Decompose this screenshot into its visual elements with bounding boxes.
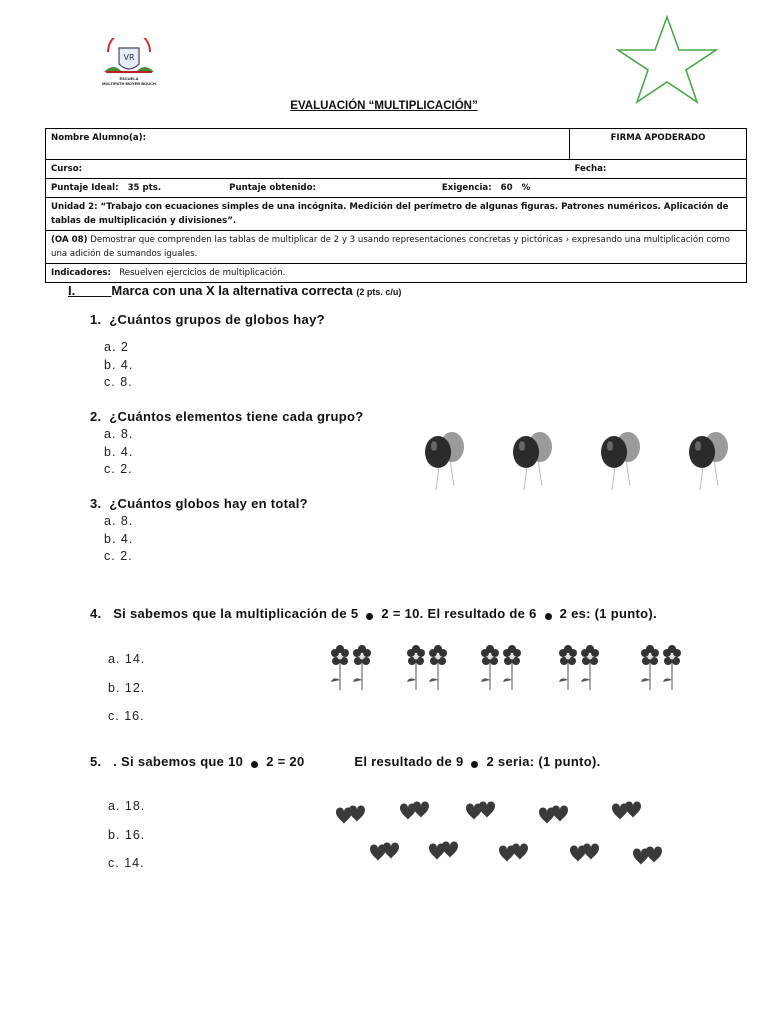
multiply-dot-icon (251, 761, 258, 768)
option-c[interactable]: c. 2. (104, 462, 133, 476)
option-b[interactable]: b. 16. (108, 827, 146, 842)
option-c[interactable]: c. 16. (108, 709, 145, 723)
multiply-dot-icon (545, 613, 552, 620)
option-c[interactable]: c. 8. (104, 375, 133, 389)
question-2: 2. ¿Cuántos elementos tiene cada grupo? (90, 409, 364, 424)
heart-pair-icon (633, 847, 662, 866)
option-b[interactable]: b. 4. (104, 357, 134, 372)
heart-pair-icon (466, 802, 495, 821)
option-a[interactable]: a. 18. (108, 799, 146, 813)
question-3: 3. ¿Cuántos globos hay en total? (90, 496, 308, 511)
multiply-dot-icon (471, 761, 478, 768)
option-a[interactable]: a. 8. (104, 427, 134, 441)
heart-pair-icon (400, 802, 429, 821)
flower-pair-icon (407, 645, 447, 690)
unidad-row: Unidad 2: “Trabajo con ecuaciones simples de una incógnita. Medición del perímetro de algunas figuras. Patrones numéricos. Aplicación de tablas de multiplicación y divisiones”. (46, 198, 747, 231)
nombre-cell[interactable]: Nombre Alumno(a): (46, 129, 570, 160)
curso-cell[interactable]: Curso: (46, 160, 570, 179)
heart-pair-icon (539, 806, 568, 825)
question-4-options (108, 645, 145, 731)
option-b[interactable]: b. 12. (108, 680, 146, 695)
question-2-options (104, 426, 133, 479)
question-1: 1. ¿Cuántos grupos de globos hay? (90, 312, 325, 327)
heart-pair-icon (429, 842, 458, 861)
hearts-image (334, 798, 674, 868)
heart-pair-icon (370, 843, 399, 862)
question-5: 5. . Si sabemos que 10 2 = 20 El resultado de 9 2 seria: (1 punto). (90, 754, 601, 769)
option-b[interactable]: b. 4. (104, 444, 134, 459)
flower-pair-icon (641, 645, 681, 690)
puntaje-row: Puntaje Ideal: 35 pts. Puntaje obtenido: Exigencia: 60 % (46, 179, 747, 198)
balloon-pair-icon (513, 432, 552, 490)
question-1-options (104, 339, 133, 392)
page-title: EVALUACIÓN “MULTIPLICACIÓN” (290, 100, 478, 112)
heart-pair-icon (499, 844, 528, 863)
balloons-image (418, 430, 728, 494)
svg-text:VR: VR (123, 53, 135, 62)
flower-pair-icon (559, 645, 599, 690)
flower-pair-icon (481, 645, 521, 690)
heart-pair-icon (336, 806, 365, 825)
option-a[interactable]: a. 14. (108, 652, 146, 666)
logo-text: ESCUELA MULTIPATH MOYER BOUCH (102, 76, 156, 86)
option-c[interactable]: c. 2. (104, 549, 133, 563)
star-outline-icon (614, 14, 720, 104)
oa-row: (OA 08) Demostrar que comprenden las tablas de multiplicar de 2 y 3 usando representaciones concretas y pictóricas › expresando una multiplicación como una adición de sumandos iguales. (46, 231, 747, 264)
balloon-pair-icon (601, 432, 640, 490)
question-5-options (108, 792, 145, 878)
option-a[interactable]: a. 8. (104, 514, 134, 528)
question-3-options (104, 513, 133, 566)
section-heading: I._____Marca con una X la alternativa correcta (2 pts. c/u) (68, 283, 402, 298)
balloon-pair-icon (689, 432, 728, 490)
option-c[interactable]: c. 14. (108, 856, 145, 870)
star-decoration (614, 14, 720, 104)
option-a[interactable]: a. 2 (104, 340, 129, 354)
heart-pair-icon (570, 844, 599, 863)
option-b[interactable]: b. 4. (104, 531, 134, 546)
balloon-pair-icon (425, 432, 464, 490)
fecha-cell[interactable]: Fecha: (570, 160, 747, 179)
firma-cell[interactable]: FIRMA APODERADO (570, 129, 747, 160)
heart-pair-icon (612, 802, 641, 821)
student-info-table (45, 128, 747, 283)
multiply-dot-icon (366, 613, 373, 620)
school-logo (100, 38, 158, 90)
indicadores-row: Indicadores: Resuelven ejercicios de multiplicación. (46, 264, 747, 283)
flower-pair-icon (331, 645, 371, 690)
flowers-image (326, 644, 686, 690)
question-4: 4. Si sabemos que la multiplicación de 5 2 = 10. El resultado de 6 2 es: (1 punto). (90, 606, 657, 621)
